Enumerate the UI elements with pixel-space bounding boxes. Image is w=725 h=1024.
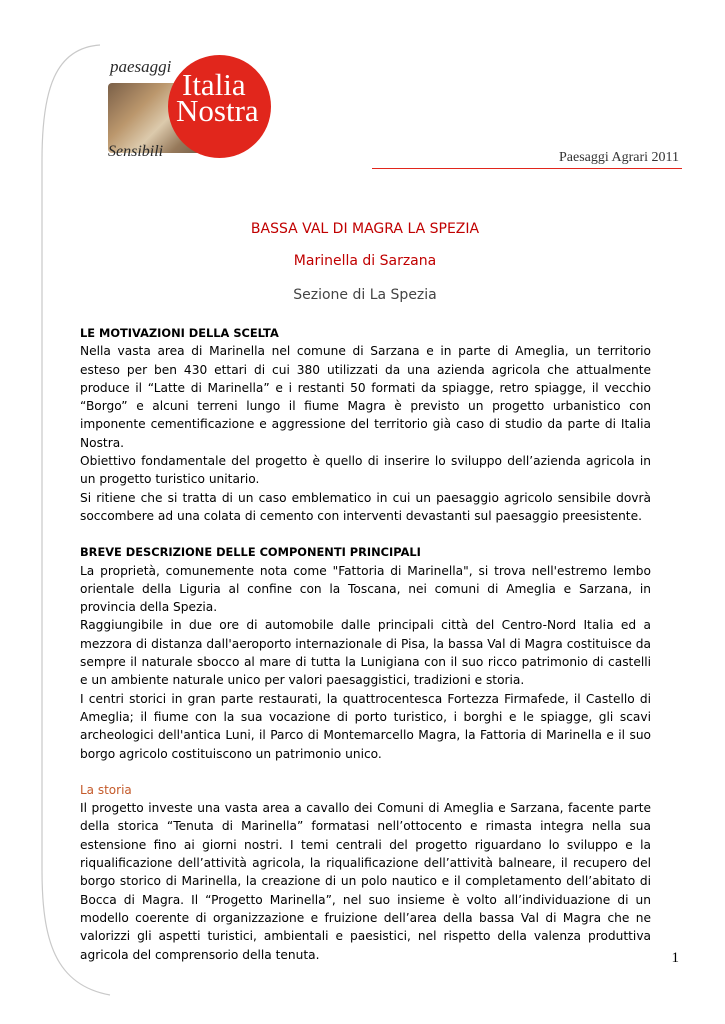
logo-tag-paesaggi: paesaggi [110,57,172,76]
logo-name-italia: Italia [182,67,246,102]
section-heading-description: BREVE DESCRIZIONE DELLE COMPONENTI PRINCIPALI [80,545,421,560]
paragraph: I centri storici in gran parte restaurati, la quattrocentesca Fortezza Firmafede, il Castello di Ameglia; il fiume con la sua vocazione di porto turistico, i borghi e le spiagge, gli scavi archeologici dell'antica Luni, il Parco di Montemarcello Magra, la Fattoria di Marinella e il suo borgo agricolo costituiscono un patrimonio unico. [80,691,651,761]
paragraph: La proprietà, comunemente nota come "Fattoria di Marinella", si trova nell'estremo lembo orientale della Liguria al confine con la Toscana, nei comuni di Ameglia e Sarzana, in provincia della Spezia. [80,563,651,615]
section-spacer [80,525,651,543]
italia-nostra-logo [104,55,279,160]
section-heading-history: La storia [80,782,132,797]
paragraph: Nella vasta area di Marinella nel comune di Sarzana e in parte di Ameglia, un territorio esteso per ben 430 ettari di cui 380 utilizzati da una azienda agricola che attualmente produce il “Latte di Marinella” e i restanti 50 formati da spiagge, retro spiagge, il vecchio “Borgo” e alcuni terreni lungo il fiume Magra è previsto un progetto urbanistico con imponente cementificazione e aggressione del territorio già caso di studio da parte di Italia Nostra. [80,344,651,450]
section-spacer [80,763,651,781]
document-title: BASSA VAL DI MAGRA LA SPEZIA [250,221,480,237]
paragraph: Obiettivo fondamentale del progetto è quello di inserire lo sviluppo dell’azienda agricola in un progetto turistico unitario. [80,454,651,487]
paragraph: Il progetto investe una vasta area a cavallo dei Comuni di Ameglia e Sarzana, facente parte della storica “Tenuta di Marinella” formatasi nell’ottocento e rimasta integra nella sua estensione fino ai giorni nostri. I temi centrali del progetto riguardano lo sviluppo e la riqualificazione dell’attività agricola, la riqualificazione dell’attività balneare, il recupero del borgo storico di Marinella, la creazione di un polo nautico e il completamento dell’abitato di Bocca di Magra. Il “Progetto Marinella”, nel suo insieme è volto all’individuazione di un modello coerente di organizzazione e fruizione dell’area della bassa Val di Magra che ne valorizzi gli aspetti turistici, ambientali e paesistici, nel rispetto della valenza produttiva agricola del comprensorio della tenuta. [80,801,651,962]
document-section-name: Sezione di La Spezia [293,287,437,303]
paragraph: Raggiungibile in due ore di automobile dalle principali città del Centro-Nord Italia ed a mezzora di distanza dall'aeroporto internazionale di Pisa, la bassa Val di Magra costituisce da sempre il naturale sbocco al mare di tutta la Lunigiana con il suo ricco patrimonio di castelli e un ambiente naturale unico per valori paesaggistici, tradizioni e storia. [80,618,651,688]
paragraph: Si ritiene che si tratta di un caso emblematico in cui un paesaggio agricolo sensibile dovrà soccombere ad una colata di cemento con interventi devastanti sul paesaggio preesistente. [80,490,651,523]
logo-name-nostra: Nostra [176,93,259,128]
running-header: Paesaggi Agrari 2011 [558,150,679,165]
document-body [80,324,651,964]
header-divider [372,168,682,169]
section-heading-motivations: LE MOTIVAZIONI DELLA SCELTA [80,326,279,340]
page-number: 1 [671,950,679,966]
document-subtitle: Marinella di Sarzana [293,253,437,269]
logo-tag-sensibili: Sensibili [108,143,164,160]
